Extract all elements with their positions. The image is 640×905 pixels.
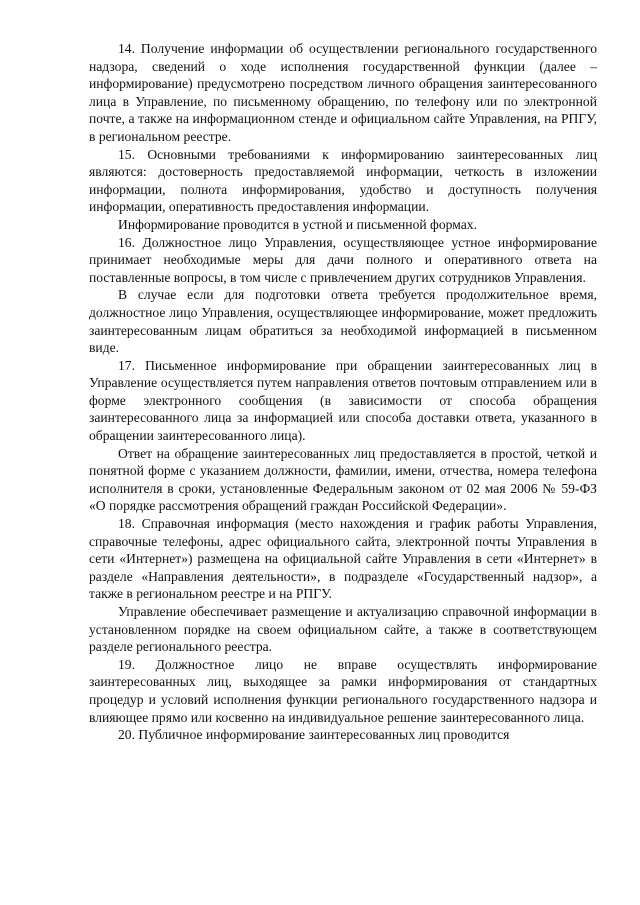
paragraph-17-answer: Ответ на обращение заинтересованных лиц предоставляется в простой, четкой и понятной форме с указанием должности, фамилии, имени, отчества, номера телефона исполнителя в сроки, установленные Федеральным законом от 02 мая 2006 № 59-ФЗ «О порядке рассмотрения обращений граждан Российской Федерации». xyxy=(89,445,597,514)
paragraph-18-placement: Управление обеспечивает размещение и актуализацию справочной информации в установленном порядке на своем официальном сайте, а также в соответствующем разделе регионального реестра. xyxy=(89,604,597,655)
paragraph-19: 19. Должностное лицо не вправе осуществлять информирование заинтересованных лиц, выходящее за рамки информирования от стандартных процедур и условий исполнения функции регионального государственного надзора и влияющее прямо или косвенно на индивидуальное решение заинтересованного лица. xyxy=(89,656,597,725)
document-page xyxy=(89,40,597,744)
paragraph-17: 17. Письменное информирование при обращении заинтересованных лиц в Управление осуществляется путем направления ответов почтовым отправлением или в форме электронного сообщения (в зависимости от способа обращения заинтересованного лица за информацией или способа доставки ответа, указанного в обращении заинтересованного лица). xyxy=(89,357,597,444)
paragraph-14: 14. Получение информации об осуществлении регионального государственного надзора, сведений о ходе исполнения государственной функции (далее – информирование) предусмотрено посредством личного обращения заинтересованного лица в Управление, по письменному обращению, по телефону или по электронной почте, а также на информационном стенде и официальном сайте Управления, на РПГУ, в региональном реестре. xyxy=(89,41,597,144)
paragraph-15: 15. Основными требованиями к информированию заинтересованных лиц являются: достоверность предоставляемой информации, четкость в изложении информации, полнота информирования, удобство и доступность получения информации, оперативность предоставления информации. xyxy=(89,146,597,215)
paragraph-16-written: В случае если для подготовки ответа требуется продолжительное время, должностное лицо Управления, осуществляющее информирование, может предложить заинтересованным лицам обратиться за необходимой информацией в письменном виде. xyxy=(89,287,597,356)
paragraph-20: 20. Публичное информирование заинтересованных лиц проводится xyxy=(118,727,510,743)
paragraph-16: 16. Должностное лицо Управления, осуществляющее устное информирование принимает необходимые меры для дачи полного и оперативного ответа на поставленные вопросы, в том числе с привлечением других сотрудников Управления. xyxy=(89,234,597,285)
paragraph-18: 18. Справочная информация (место нахождения и график работы Управления, справочные телефоны, адрес официального сайта, электронной почты Управления в сети «Интернет») размещена на официальной сайте Управления в сети «Интернет» в разделе «Направления деятельности», в подразделе «Государственный надзор», а также в региональном реестре и на РПГУ. xyxy=(89,516,597,602)
paragraph-15-forms: Информирование проводится в устной и письменной формах. xyxy=(118,216,477,232)
